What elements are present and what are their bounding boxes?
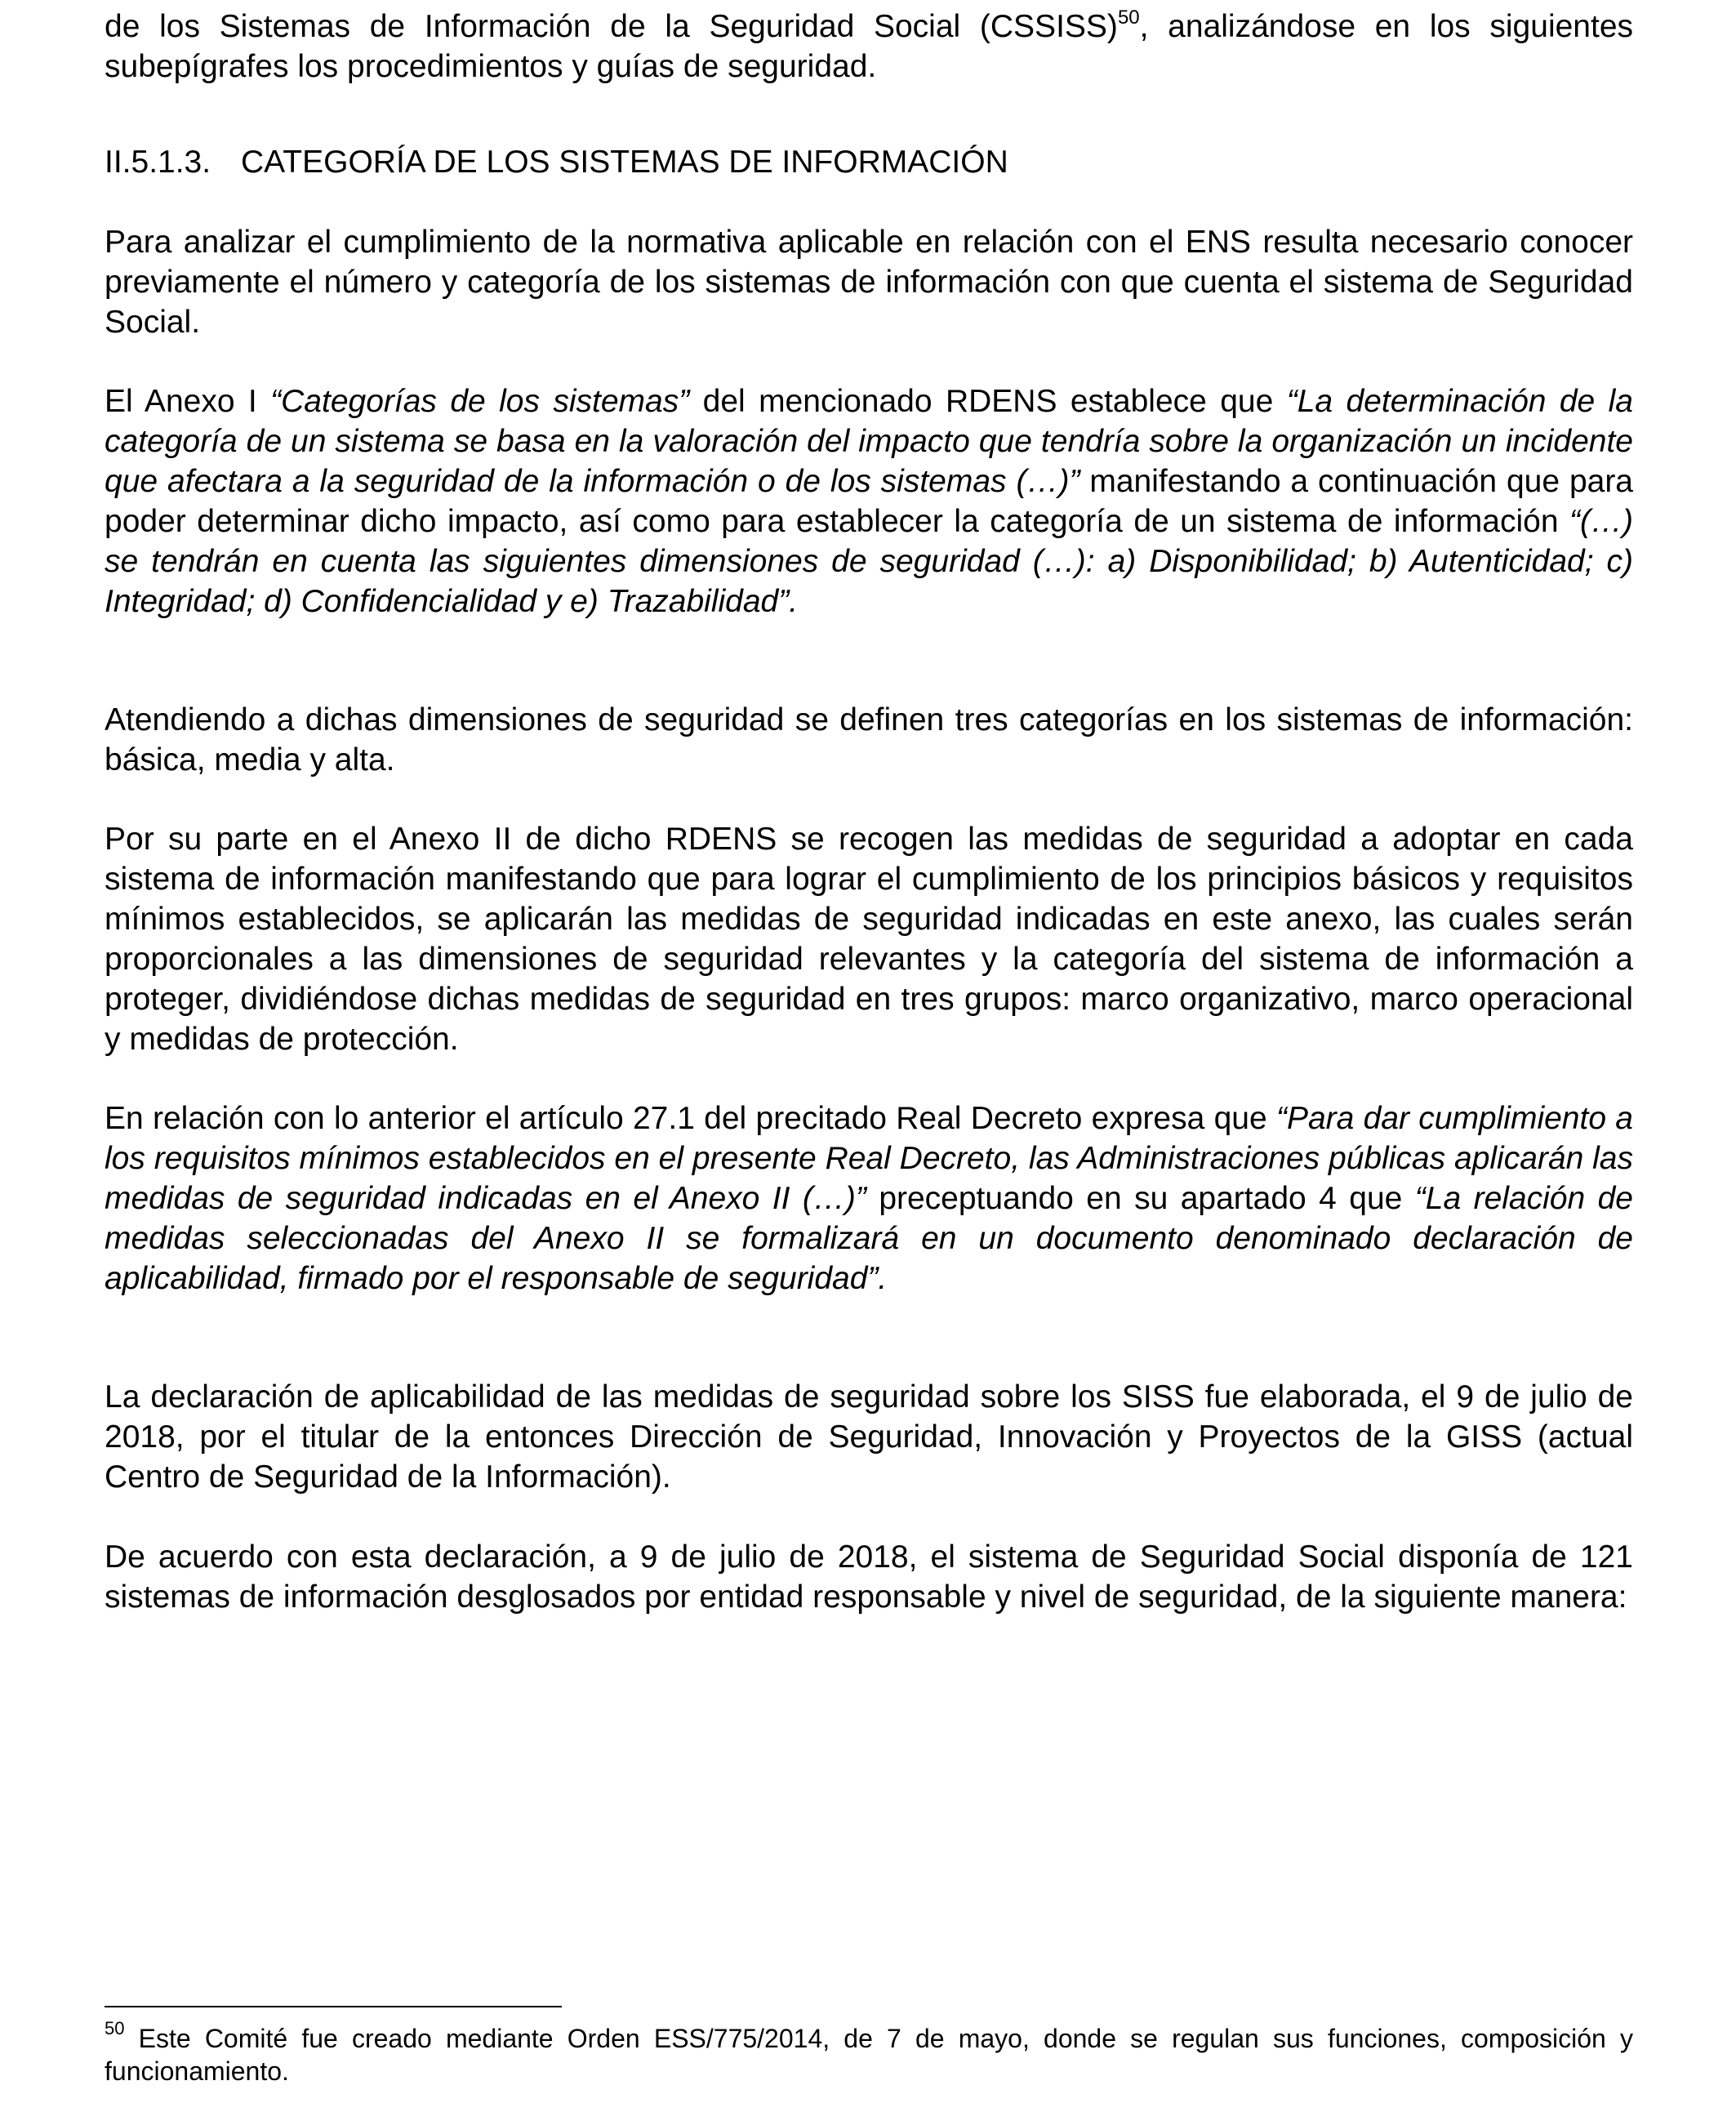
quoted-text: “Para dar cumplimiento a los requisitos mínimos establecidos en el presente Real Decreto, las Administraciones públicas aplicarán las medidas de seguridad indicadas en el Anexo II (…)” [105,1101,1633,1216]
paragraph-text: El Anexo I [105,384,271,419]
quoted-text: “La determinación de la categoría de un sistema se basa en la valoración del impacto que tendría sobre la organización un incidente que afectara a la seguridad de la información o de los sistemas (…)” [105,384,1634,499]
section-heading [105,142,1633,182]
paragraph-text: de los Sistemas de Información de la Seguridad Social (CSSISS) [105,9,1118,44]
section-number: II.5.1.3. [105,145,211,180]
paragraph-text: En relación con lo anterior el artículo 27.1 del precitado Real Decreto expresa que [105,1101,1276,1136]
section-title: CATEGORÍA DE LOS SISTEMAS DE INFORMACIÓN [241,145,1008,180]
footnote [105,2018,1633,2087]
paragraph-anexo-i [105,381,1633,622]
paragraph-article-27 [105,1098,1633,1299]
footnote-text: Este Comité fue creado mediante Orden ESS/775/2014, de 7 de mayo, donde se regulan sus funciones, composición y funcionamiento. [105,2024,1633,2086]
footnote-separator [105,2006,562,2007]
paragraph-anexo-ii: Por su parte en el Anexo II de dicho RDENS se recogen las medidas de seguridad a adoptar en cada sistema de información manifestando que para lograr el cumplimiento de los principios básicos y requisitos mínimos establecidos, se aplicarán las medidas de seguridad indicadas en este anexo, las cuales serán proporcionales a las dimensiones de seguridad relevantes y la categoría del sistema de información a proteger, dividiéndose dichas medidas de seguridad en tres grupos: marco organizativo, marco operacional y medidas de protección. [105,822,1633,1057]
quoted-text: “Categorías de los sistemas” [270,384,690,419]
paragraph-text: manifestando a continuación que para poder determinar dicho impacto, así como para establecer la categoría de un sistema de información [105,464,1633,539]
paragraph-systems-count: De acuerdo con esta declaración, a 9 de julio de 2018, el sistema de Seguridad Social disponía de 121 sistemas de información desglosados por entidad responsable y nivel de seguridad, de la siguiente manera: [105,1539,1633,1615]
paragraph-text: preceptuando en su apartado 4 que [866,1181,1415,1216]
paragraph-analysis: Para analizar el cumplimiento de la normativa aplicable en relación con el ENS resulta necesario conocer previamente el número y categoría de los sistemas de información con que cuenta el sistema de Seguridad Social. [105,225,1633,340]
quoted-text: “(…) se tendrán en cuenta las siguientes dimensiones de seguridad (…): a) Disponibilidad; b) Autenticidad; c) Integridad; d) Confidencialidad y e) Trazabilidad”. [105,504,1633,619]
paragraph-text: , analizándose en los siguientes subepígrafes los procedimientos y guías de seguridad. [105,9,1634,84]
paragraph-declaration: La declaración de aplicabilidad de las medidas de seguridad sobre los SISS fue elaborada, el 9 de julio de 2018, por el titular de la entonces Dirección de Seguridad, Innovación y Proyectos de la GISS (actual Centro de Seguridad de la Información). [105,1379,1633,1495]
footnote-number: 50 [105,2018,125,2039]
paragraph-intro-continuation [105,7,1633,87]
paragraph-text: del mencionado RDENS establece que [689,384,1287,419]
quoted-text: “La relación de medidas seleccionadas del Anexo II se formalizará en un documento denominado declaración de aplicabilidad, firmado por el responsable de seguridad”. [105,1181,1633,1296]
footnote-reference: 50 [1117,7,1140,29]
paragraph-categories: Atendiendo a dichas dimensiones de seguridad se definen tres categorías en los sistemas de información: básica, media y alta. [105,702,1633,777]
